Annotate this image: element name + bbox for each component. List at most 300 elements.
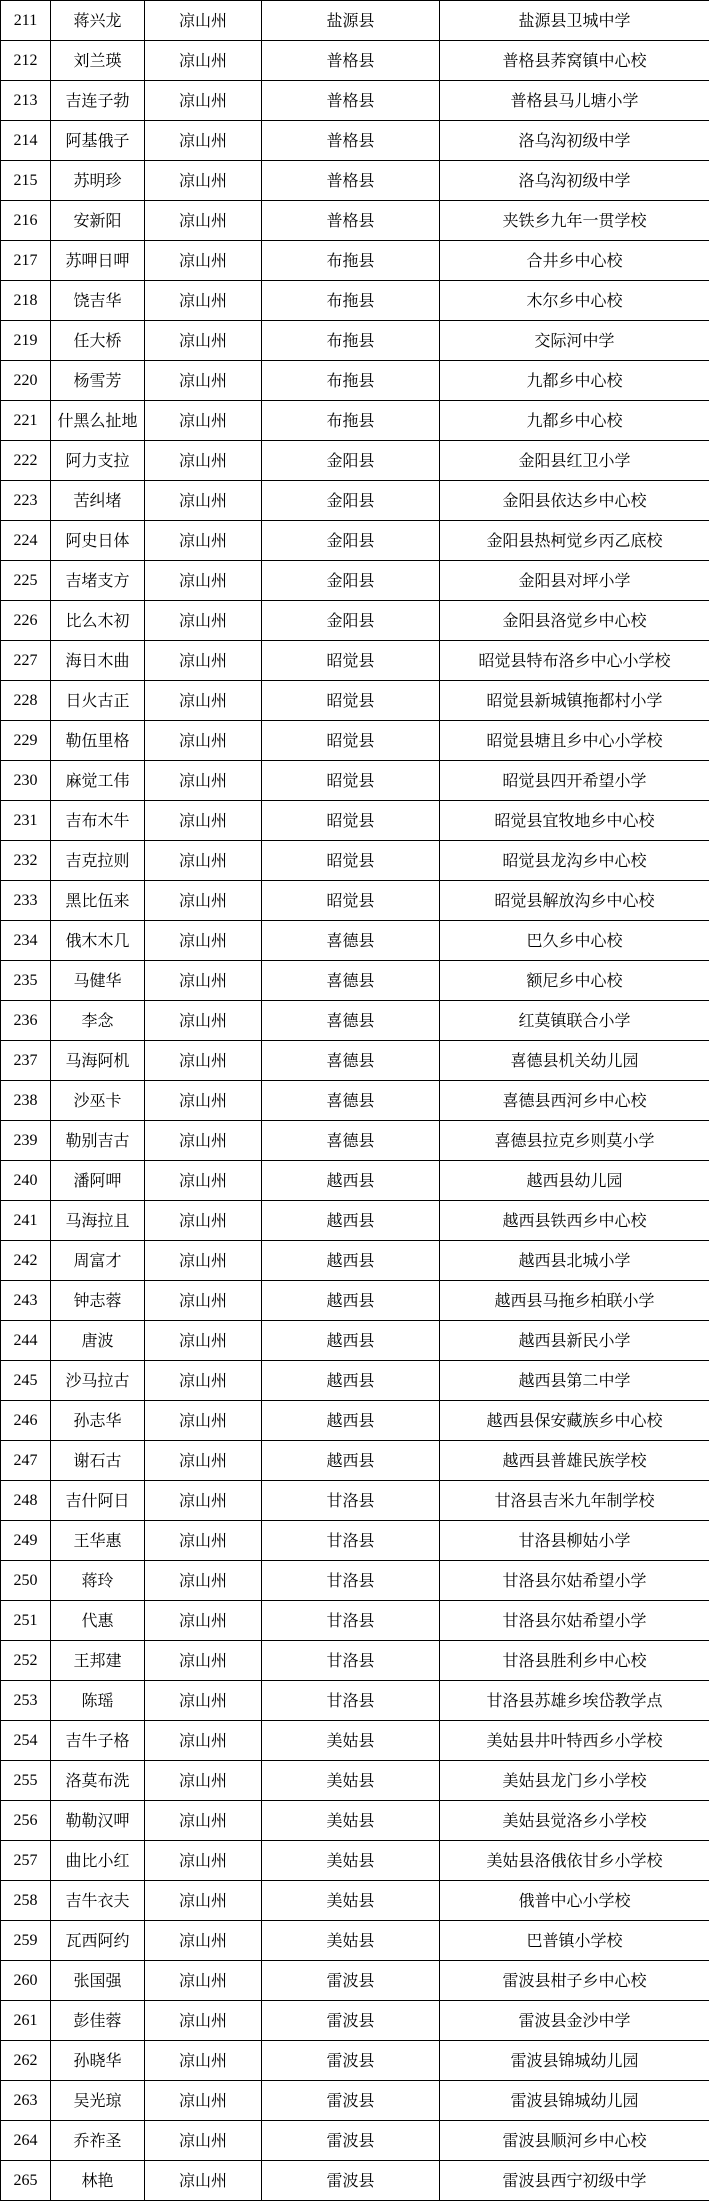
county-name: 普格县 [262, 81, 440, 121]
county-name: 金阳县 [262, 521, 440, 561]
row-number: 238 [1, 1081, 51, 1121]
prefecture-name: 凉山州 [145, 561, 262, 601]
prefecture-name: 凉山州 [145, 201, 262, 241]
school-name: 甘洛县尔姑希望小学 [440, 1561, 709, 1601]
county-name: 越西县 [262, 1281, 440, 1321]
school-name: 昭觉县新城镇拖都村小学 [440, 681, 709, 721]
school-name: 洛乌沟初级中学 [440, 121, 709, 161]
table-row [1, 761, 709, 801]
table-row [1, 1241, 709, 1281]
school-name: 昭觉县特布洛乡中心小学校 [440, 641, 709, 681]
row-number: 263 [1, 2081, 51, 2121]
prefecture-name: 凉山州 [145, 1721, 262, 1761]
row-number: 213 [1, 81, 51, 121]
row-number: 248 [1, 1481, 51, 1521]
row-number: 260 [1, 1961, 51, 2001]
row-number: 256 [1, 1801, 51, 1841]
teacher-name: 陈瑶 [51, 1681, 145, 1721]
county-name: 盐源县 [262, 1, 440, 41]
prefecture-name: 凉山州 [145, 1201, 262, 1241]
school-name: 九都乡中心校 [440, 361, 709, 401]
prefecture-name: 凉山州 [145, 1001, 262, 1041]
table-row [1, 121, 709, 161]
school-name: 越西县第二中学 [440, 1361, 709, 1401]
prefecture-name: 凉山州 [145, 1881, 262, 1921]
school-name: 雷波县柑子乡中心校 [440, 1961, 709, 2001]
school-name: 金阳县洛觉乡中心校 [440, 601, 709, 641]
county-name: 布拖县 [262, 321, 440, 361]
prefecture-name: 凉山州 [145, 481, 262, 521]
row-number: 214 [1, 121, 51, 161]
row-number: 265 [1, 2161, 51, 2201]
prefecture-name: 凉山州 [145, 521, 262, 561]
table-row [1, 241, 709, 281]
teacher-name: 马海阿机 [51, 1041, 145, 1081]
table-row [1, 601, 709, 641]
teacher-name: 唐波 [51, 1321, 145, 1361]
school-name: 美姑县井叶特西乡小学校 [440, 1721, 709, 1761]
prefecture-name: 凉山州 [145, 1641, 262, 1681]
county-name: 昭觉县 [262, 761, 440, 801]
table-row [1, 1561, 709, 1601]
row-number: 237 [1, 1041, 51, 1081]
prefecture-name: 凉山州 [145, 1481, 262, 1521]
table-row [1, 1841, 709, 1881]
school-name: 九都乡中心校 [440, 401, 709, 441]
county-name: 普格县 [262, 121, 440, 161]
county-name: 雷波县 [262, 2121, 440, 2161]
row-number: 241 [1, 1201, 51, 1241]
prefecture-name: 凉山州 [145, 2081, 262, 2121]
school-name: 夹铁乡九年一贯学校 [440, 201, 709, 241]
table-row [1, 41, 709, 81]
school-name: 昭觉县塘且乡中心小学校 [440, 721, 709, 761]
teacher-name: 阿基俄子 [51, 121, 145, 161]
prefecture-name: 凉山州 [145, 1081, 262, 1121]
prefecture-name: 凉山州 [145, 2121, 262, 2161]
table-row [1, 361, 709, 401]
row-number: 225 [1, 561, 51, 601]
prefecture-name: 凉山州 [145, 81, 262, 121]
prefecture-name: 凉山州 [145, 161, 262, 201]
table-row [1, 1441, 709, 1481]
teacher-name: 沙马拉古 [51, 1361, 145, 1401]
teacher-name: 瓦西阿约 [51, 1921, 145, 1961]
table-row [1, 681, 709, 721]
school-name: 甘洛县胜利乡中心校 [440, 1641, 709, 1681]
teacher-name: 张国强 [51, 1961, 145, 2001]
prefecture-name: 凉山州 [145, 1521, 262, 1561]
row-number: 243 [1, 1281, 51, 1321]
school-name: 雷波县西宁初级中学 [440, 2161, 709, 2201]
row-number: 245 [1, 1361, 51, 1401]
school-name: 俄普中心小学校 [440, 1881, 709, 1921]
county-name: 越西县 [262, 1241, 440, 1281]
teacher-name: 孙志华 [51, 1401, 145, 1441]
prefecture-name: 凉山州 [145, 1281, 262, 1321]
school-name: 巴久乡中心校 [440, 921, 709, 961]
table-row [1, 161, 709, 201]
school-name: 越西县北城小学 [440, 1241, 709, 1281]
teacher-name: 吉布木牛 [51, 801, 145, 841]
table-row [1, 1201, 709, 1241]
county-name: 喜德县 [262, 921, 440, 961]
table-row [1, 1921, 709, 1961]
county-name: 金阳县 [262, 561, 440, 601]
row-number: 255 [1, 1761, 51, 1801]
table-row [1, 921, 709, 961]
school-name: 越西县铁西乡中心校 [440, 1201, 709, 1241]
row-number: 223 [1, 481, 51, 521]
prefecture-name: 凉山州 [145, 441, 262, 481]
teacher-name: 乔祚圣 [51, 2121, 145, 2161]
school-name: 美姑县觉洛乡小学校 [440, 1801, 709, 1841]
table-row [1, 281, 709, 321]
prefecture-name: 凉山州 [145, 1921, 262, 1961]
table-row [1, 881, 709, 921]
county-name: 美姑县 [262, 1881, 440, 1921]
row-number: 229 [1, 721, 51, 761]
row-number: 226 [1, 601, 51, 641]
row-number: 218 [1, 281, 51, 321]
row-number: 254 [1, 1721, 51, 1761]
row-number: 224 [1, 521, 51, 561]
teacher-name: 俄木木几 [51, 921, 145, 961]
table-row [1, 1481, 709, 1521]
county-name: 雷波县 [262, 2161, 440, 2201]
prefecture-name: 凉山州 [145, 1161, 262, 1201]
county-name: 普格县 [262, 41, 440, 81]
county-name: 越西县 [262, 1321, 440, 1361]
teacher-name: 苦纠堵 [51, 481, 145, 521]
prefecture-name: 凉山州 [145, 1, 262, 41]
prefecture-name: 凉山州 [145, 1681, 262, 1721]
row-number: 244 [1, 1321, 51, 1361]
table-row [1, 1361, 709, 1401]
row-number: 258 [1, 1881, 51, 1921]
row-number: 217 [1, 241, 51, 281]
school-name: 盐源县卫城中学 [440, 1, 709, 41]
school-name: 雷波县锦城幼儿园 [440, 2041, 709, 2081]
row-number: 222 [1, 441, 51, 481]
prefecture-name: 凉山州 [145, 1041, 262, 1081]
school-name: 甘洛县苏雄乡埃岱教学点 [440, 1681, 709, 1721]
row-number: 259 [1, 1921, 51, 1961]
table-row [1, 2161, 709, 2201]
row-number: 235 [1, 961, 51, 1001]
teacher-name: 吉克拉则 [51, 841, 145, 881]
row-number: 220 [1, 361, 51, 401]
county-name: 昭觉县 [262, 641, 440, 681]
prefecture-name: 凉山州 [145, 1761, 262, 1801]
teacher-name: 黑比伍来 [51, 881, 145, 921]
prefecture-name: 凉山州 [145, 2161, 262, 2201]
table-row [1, 2041, 709, 2081]
county-name: 布拖县 [262, 361, 440, 401]
school-name: 金阳县红卫小学 [440, 441, 709, 481]
county-name: 甘洛县 [262, 1681, 440, 1721]
row-number: 264 [1, 2121, 51, 2161]
school-name: 交际河中学 [440, 321, 709, 361]
prefecture-name: 凉山州 [145, 2001, 262, 2041]
prefecture-name: 凉山州 [145, 921, 262, 961]
teacher-name: 海日木曲 [51, 641, 145, 681]
prefecture-name: 凉山州 [145, 1241, 262, 1281]
table-row [1, 1641, 709, 1681]
row-number: 240 [1, 1161, 51, 1201]
table-row [1, 401, 709, 441]
table-row [1, 1081, 709, 1121]
row-number: 247 [1, 1441, 51, 1481]
row-number: 231 [1, 801, 51, 841]
table-row [1, 2121, 709, 2161]
school-name: 喜德县西河乡中心校 [440, 1081, 709, 1121]
county-name: 甘洛县 [262, 1641, 440, 1681]
row-number: 246 [1, 1401, 51, 1441]
school-name: 甘洛县尔姑希望小学 [440, 1601, 709, 1641]
table-row [1, 1601, 709, 1641]
row-number: 251 [1, 1601, 51, 1641]
teacher-name: 沙巫卡 [51, 1081, 145, 1121]
county-name: 昭觉县 [262, 801, 440, 841]
school-name: 喜德县机关幼儿园 [440, 1041, 709, 1081]
teacher-name: 刘兰瑛 [51, 41, 145, 81]
teacher-name: 曲比小红 [51, 1841, 145, 1881]
school-name: 金阳县对坪小学 [440, 561, 709, 601]
table-row [1, 1281, 709, 1321]
prefecture-name: 凉山州 [145, 721, 262, 761]
school-name: 越西县新民小学 [440, 1321, 709, 1361]
row-number: 236 [1, 1001, 51, 1041]
teacher-name: 王邦建 [51, 1641, 145, 1681]
teacher-name: 林艳 [51, 2161, 145, 2201]
school-name: 美姑县龙门乡小学校 [440, 1761, 709, 1801]
county-name: 美姑县 [262, 1801, 440, 1841]
school-name: 洛乌沟初级中学 [440, 161, 709, 201]
county-name: 布拖县 [262, 281, 440, 321]
teacher-name: 吉连子勃 [51, 81, 145, 121]
table-row [1, 1401, 709, 1441]
teacher-name: 苏明珍 [51, 161, 145, 201]
row-number: 233 [1, 881, 51, 921]
table-row [1, 481, 709, 521]
school-name: 雷波县锦城幼儿园 [440, 2081, 709, 2121]
teacher-name: 阿史日体 [51, 521, 145, 561]
county-name: 美姑县 [262, 1921, 440, 1961]
prefecture-name: 凉山州 [145, 641, 262, 681]
county-name: 喜德县 [262, 961, 440, 1001]
table-row [1, 1521, 709, 1561]
school-name: 越西县普雄民族学校 [440, 1441, 709, 1481]
row-number: 242 [1, 1241, 51, 1281]
prefecture-name: 凉山州 [145, 1601, 262, 1641]
school-name: 合井乡中心校 [440, 241, 709, 281]
row-number: 211 [1, 1, 51, 41]
row-number: 262 [1, 2041, 51, 2081]
school-name: 喜德县拉克乡则莫小学 [440, 1121, 709, 1161]
county-name: 喜德县 [262, 1121, 440, 1161]
county-name: 雷波县 [262, 2081, 440, 2121]
prefecture-name: 凉山州 [145, 801, 262, 841]
school-name: 额尼乡中心校 [440, 961, 709, 1001]
school-name: 甘洛县吉米九年制学校 [440, 1481, 709, 1521]
row-number: 249 [1, 1521, 51, 1561]
county-name: 美姑县 [262, 1761, 440, 1801]
prefecture-name: 凉山州 [145, 1801, 262, 1841]
row-number: 216 [1, 201, 51, 241]
school-name: 金阳县热柯觉乡丙乙底校 [440, 521, 709, 561]
table-row [1, 1161, 709, 1201]
county-name: 甘洛县 [262, 1561, 440, 1601]
teacher-name: 吉牛衣夫 [51, 1881, 145, 1921]
teacher-name: 周富才 [51, 1241, 145, 1281]
row-number: 227 [1, 641, 51, 681]
prefecture-name: 凉山州 [145, 1121, 262, 1161]
county-name: 普格县 [262, 201, 440, 241]
county-name: 昭觉县 [262, 681, 440, 721]
teacher-name: 任大桥 [51, 321, 145, 361]
school-name: 雷波县金沙中学 [440, 2001, 709, 2041]
county-name: 美姑县 [262, 1721, 440, 1761]
prefecture-name: 凉山州 [145, 1961, 262, 2001]
teacher-name: 比么木初 [51, 601, 145, 641]
teacher-name: 杨雪芳 [51, 361, 145, 401]
row-number: 215 [1, 161, 51, 201]
prefecture-name: 凉山州 [145, 1361, 262, 1401]
table-body [1, 1, 709, 2201]
table-row [1, 201, 709, 241]
county-name: 昭觉县 [262, 841, 440, 881]
school-name: 越西县马拖乡柏联小学 [440, 1281, 709, 1321]
teacher-name: 勒伍里格 [51, 721, 145, 761]
row-number: 212 [1, 41, 51, 81]
prefecture-name: 凉山州 [145, 121, 262, 161]
table-row [1, 1961, 709, 2001]
school-name: 昭觉县四开希望小学 [440, 761, 709, 801]
table-row [1, 321, 709, 361]
row-number: 219 [1, 321, 51, 361]
table-row [1, 841, 709, 881]
school-name: 普格县马儿塘小学 [440, 81, 709, 121]
table-row [1, 721, 709, 761]
county-name: 甘洛县 [262, 1481, 440, 1521]
table-row [1, 441, 709, 481]
row-number: 230 [1, 761, 51, 801]
teacher-name: 吉什阿日 [51, 1481, 145, 1521]
school-name: 雷波县顺河乡中心校 [440, 2121, 709, 2161]
teacher-name: 洛莫布洗 [51, 1761, 145, 1801]
county-name: 越西县 [262, 1401, 440, 1441]
county-name: 越西县 [262, 1161, 440, 1201]
prefecture-name: 凉山州 [145, 681, 262, 721]
county-name: 越西县 [262, 1361, 440, 1401]
teacher-name: 蒋兴龙 [51, 1, 145, 41]
prefecture-name: 凉山州 [145, 361, 262, 401]
teacher-name: 彭佳蓉 [51, 2001, 145, 2041]
county-name: 越西县 [262, 1441, 440, 1481]
school-name: 美姑县洛俄依甘乡小学校 [440, 1841, 709, 1881]
county-name: 金阳县 [262, 481, 440, 521]
table-row [1, 521, 709, 561]
table-row [1, 561, 709, 601]
school-name: 普格县荞窝镇中心校 [440, 41, 709, 81]
county-name: 金阳县 [262, 441, 440, 481]
school-name: 昭觉县解放沟乡中心校 [440, 881, 709, 921]
teacher-name: 钟志蓉 [51, 1281, 145, 1321]
prefecture-name: 凉山州 [145, 961, 262, 1001]
row-number: 253 [1, 1681, 51, 1721]
county-name: 喜德县 [262, 1081, 440, 1121]
school-name: 红莫镇联合小学 [440, 1001, 709, 1041]
table-row [1, 2081, 709, 2121]
teacher-name: 李念 [51, 1001, 145, 1041]
teacher-name: 吉堵支方 [51, 561, 145, 601]
teacher-name: 马健华 [51, 961, 145, 1001]
table-row [1, 1761, 709, 1801]
county-name: 越西县 [262, 1201, 440, 1241]
prefecture-name: 凉山州 [145, 1441, 262, 1481]
teacher-name: 谢石古 [51, 1441, 145, 1481]
teacher-name: 饶吉华 [51, 281, 145, 321]
school-name: 昭觉县宜牧地乡中心校 [440, 801, 709, 841]
table-row [1, 1721, 709, 1761]
county-name: 甘洛县 [262, 1601, 440, 1641]
teacher-name: 孙晓华 [51, 2041, 145, 2081]
teacher-name: 吴光琼 [51, 2081, 145, 2121]
teacher-name: 日火古正 [51, 681, 145, 721]
prefecture-name: 凉山州 [145, 601, 262, 641]
prefecture-name: 凉山州 [145, 241, 262, 281]
prefecture-name: 凉山州 [145, 281, 262, 321]
prefecture-name: 凉山州 [145, 41, 262, 81]
row-number: 228 [1, 681, 51, 721]
prefecture-name: 凉山州 [145, 1561, 262, 1601]
teacher-name: 马海拉且 [51, 1201, 145, 1241]
row-number: 252 [1, 1641, 51, 1681]
row-number: 234 [1, 921, 51, 961]
teacher-name: 吉牛子格 [51, 1721, 145, 1761]
county-name: 喜德县 [262, 1041, 440, 1081]
prefecture-name: 凉山州 [145, 2041, 262, 2081]
row-number: 221 [1, 401, 51, 441]
prefecture-name: 凉山州 [145, 321, 262, 361]
table-row [1, 81, 709, 121]
teacher-name: 王华惠 [51, 1521, 145, 1561]
table-row [1, 1681, 709, 1721]
prefecture-name: 凉山州 [145, 401, 262, 441]
school-name: 昭觉县龙沟乡中心校 [440, 841, 709, 881]
prefecture-name: 凉山州 [145, 761, 262, 801]
county-name: 布拖县 [262, 401, 440, 441]
teacher-name: 潘阿呷 [51, 1161, 145, 1201]
table-row [1, 1, 709, 41]
table-row [1, 1121, 709, 1161]
prefecture-name: 凉山州 [145, 881, 262, 921]
teacher-name: 蒋玲 [51, 1561, 145, 1601]
row-number: 250 [1, 1561, 51, 1601]
teacher-name: 代惠 [51, 1601, 145, 1641]
county-name: 普格县 [262, 161, 440, 201]
school-name: 木尔乡中心校 [440, 281, 709, 321]
teacher-name: 苏呷日呷 [51, 241, 145, 281]
row-number: 239 [1, 1121, 51, 1161]
county-name: 雷波县 [262, 1961, 440, 2001]
table-row [1, 1801, 709, 1841]
county-name: 布拖县 [262, 241, 440, 281]
school-name: 金阳县依达乡中心校 [440, 481, 709, 521]
county-name: 昭觉县 [262, 721, 440, 761]
table-row [1, 2001, 709, 2041]
